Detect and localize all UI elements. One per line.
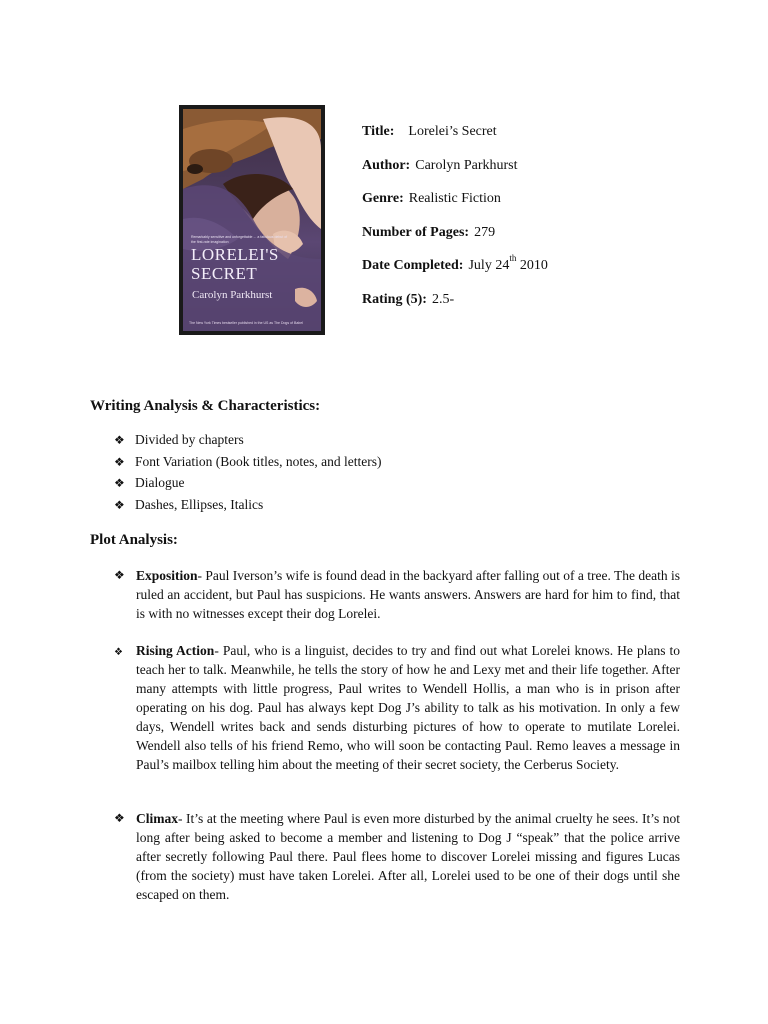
- plot-rising-action-text: [136, 641, 680, 774]
- writing-list: [114, 432, 381, 518]
- info-rating-row: [362, 292, 548, 326]
- plot-climax-lead: Climax: [136, 811, 178, 826]
- list-item-text: Divided by chapters: [135, 432, 244, 447]
- plot-climax: [114, 809, 680, 904]
- cover-title-line2: SECRET: [191, 264, 258, 283]
- pages-label: Number of Pages:: [362, 224, 470, 240]
- plot-analysis-heading: Plot Analysis:: [90, 532, 178, 548]
- plot-exposition: [114, 566, 680, 623]
- plot-exposition-lead: Exposition: [136, 568, 198, 583]
- cover-footnote: The New York Times bestseller published in the US as The Dogs of Babel: [189, 321, 303, 325]
- rating-label: Rating (5):: [362, 291, 427, 307]
- title-label: Title:: [362, 124, 395, 139]
- genre-label: Genre:: [362, 191, 404, 206]
- book-cover: [179, 105, 325, 335]
- title-value: Lorelei’s Secret: [408, 124, 497, 139]
- diamond-bullet-icon: ❖: [114, 497, 125, 512]
- author-value: Carolyn Parkhurst: [415, 157, 518, 173]
- diamond-bullet-icon: ❖: [114, 476, 125, 490]
- cover-title: [191, 245, 321, 283]
- date-year: 2010: [516, 258, 548, 273]
- book-info: [362, 124, 548, 325]
- plot-rising-action: [114, 641, 680, 774]
- info-pages-row: [362, 225, 548, 259]
- list-item-text: Font Variation (Book titles, notes, and letters): [135, 453, 382, 469]
- author-label: Author:: [362, 157, 411, 173]
- info-genre-row: [362, 191, 548, 225]
- pages-value: 279: [474, 224, 496, 240]
- list-item: [114, 454, 381, 476]
- list-item: [114, 475, 381, 497]
- cover-author: Carolyn Parkhurst: [192, 289, 273, 301]
- list-item-text: Dialogue: [135, 475, 185, 490]
- info-date-row: [362, 253, 548, 292]
- date-value: [468, 253, 548, 274]
- date-ordinal: th: [509, 253, 517, 264]
- diamond-bullet-icon: ❖: [114, 454, 125, 469]
- plot-exposition-text: [136, 566, 680, 623]
- cover-title-line1: LORELEI'S: [191, 245, 279, 264]
- genre-value: Realistic Fiction: [408, 191, 501, 206]
- plot-exposition-body: - Paul Iverson’s wife is found dead in the backyard after falling out of a tree. The death is ruled an accident, but Paul has suspicions. He wants answers. Answers are hard for him to find, that is with no witnesses except their dog Lorelei.: [136, 568, 680, 621]
- hollow-diamond-bullet-icon: ❖: [114, 647, 123, 658]
- list-item-text: Dashes, Ellipses, Italics: [135, 496, 264, 512]
- plot-rising-action-body: - Paul, who is a linguist, decides to try and find out what Lorelei knows. He plans to teach her to talk. Meanwhile, he tells the story of how he and Lexy met and their life together. After many attempts with little progress, Paul writes to Wendell Hollis, a man who is in prison after operating on his dog. Paul has always kept Dog J’s ability to talk as his motivation. In only a few days, Wendell writes back and sends disturbing pictures of how to operate to mutilate Lorelei. Wendell also tells of his friend Remo, who will soon be contacting Paul. Remo leaves a message in Paul’s mailbox telling him about the meeting of their secret society, the Cerberus Society.: [136, 643, 680, 772]
- book-cover-art: [183, 109, 321, 331]
- info-author-row: [362, 158, 548, 192]
- diamond-bullet-icon: ❖: [114, 568, 125, 582]
- info-title-row: [362, 124, 548, 158]
- writing-analysis-heading: Writing Analysis & Characteristics:: [90, 398, 321, 414]
- rating-value: 2.5-: [431, 291, 455, 307]
- plot-climax-body: - It’s at the meeting where Paul is even more disturbed by the animal cruelty he sees. It’s not long after being asked to become a member and listening to Dog J “speak” that the police arrive after secretly following Paul there. Paul flees home to discover Lorelei missing and figures Lucas (from the society) must have taken Lorelei. After all, Lorelei used to be one of their dogs until she escaped on them.: [136, 811, 680, 902]
- list-item: [114, 432, 381, 454]
- cover-blurb: Remarkably sensitive and unforgettable ... a fabulous debut of the first-rate imagination: [191, 235, 288, 244]
- date-label: Date Completed:: [362, 258, 464, 273]
- plot-climax-text: [136, 809, 680, 904]
- diamond-bullet-icon: ❖: [114, 811, 125, 825]
- date-value-main: July 24: [468, 258, 510, 273]
- diamond-bullet-icon: ❖: [114, 433, 125, 447]
- plot-rising-action-lead: Rising Action: [136, 643, 215, 658]
- list-item: [114, 497, 381, 519]
